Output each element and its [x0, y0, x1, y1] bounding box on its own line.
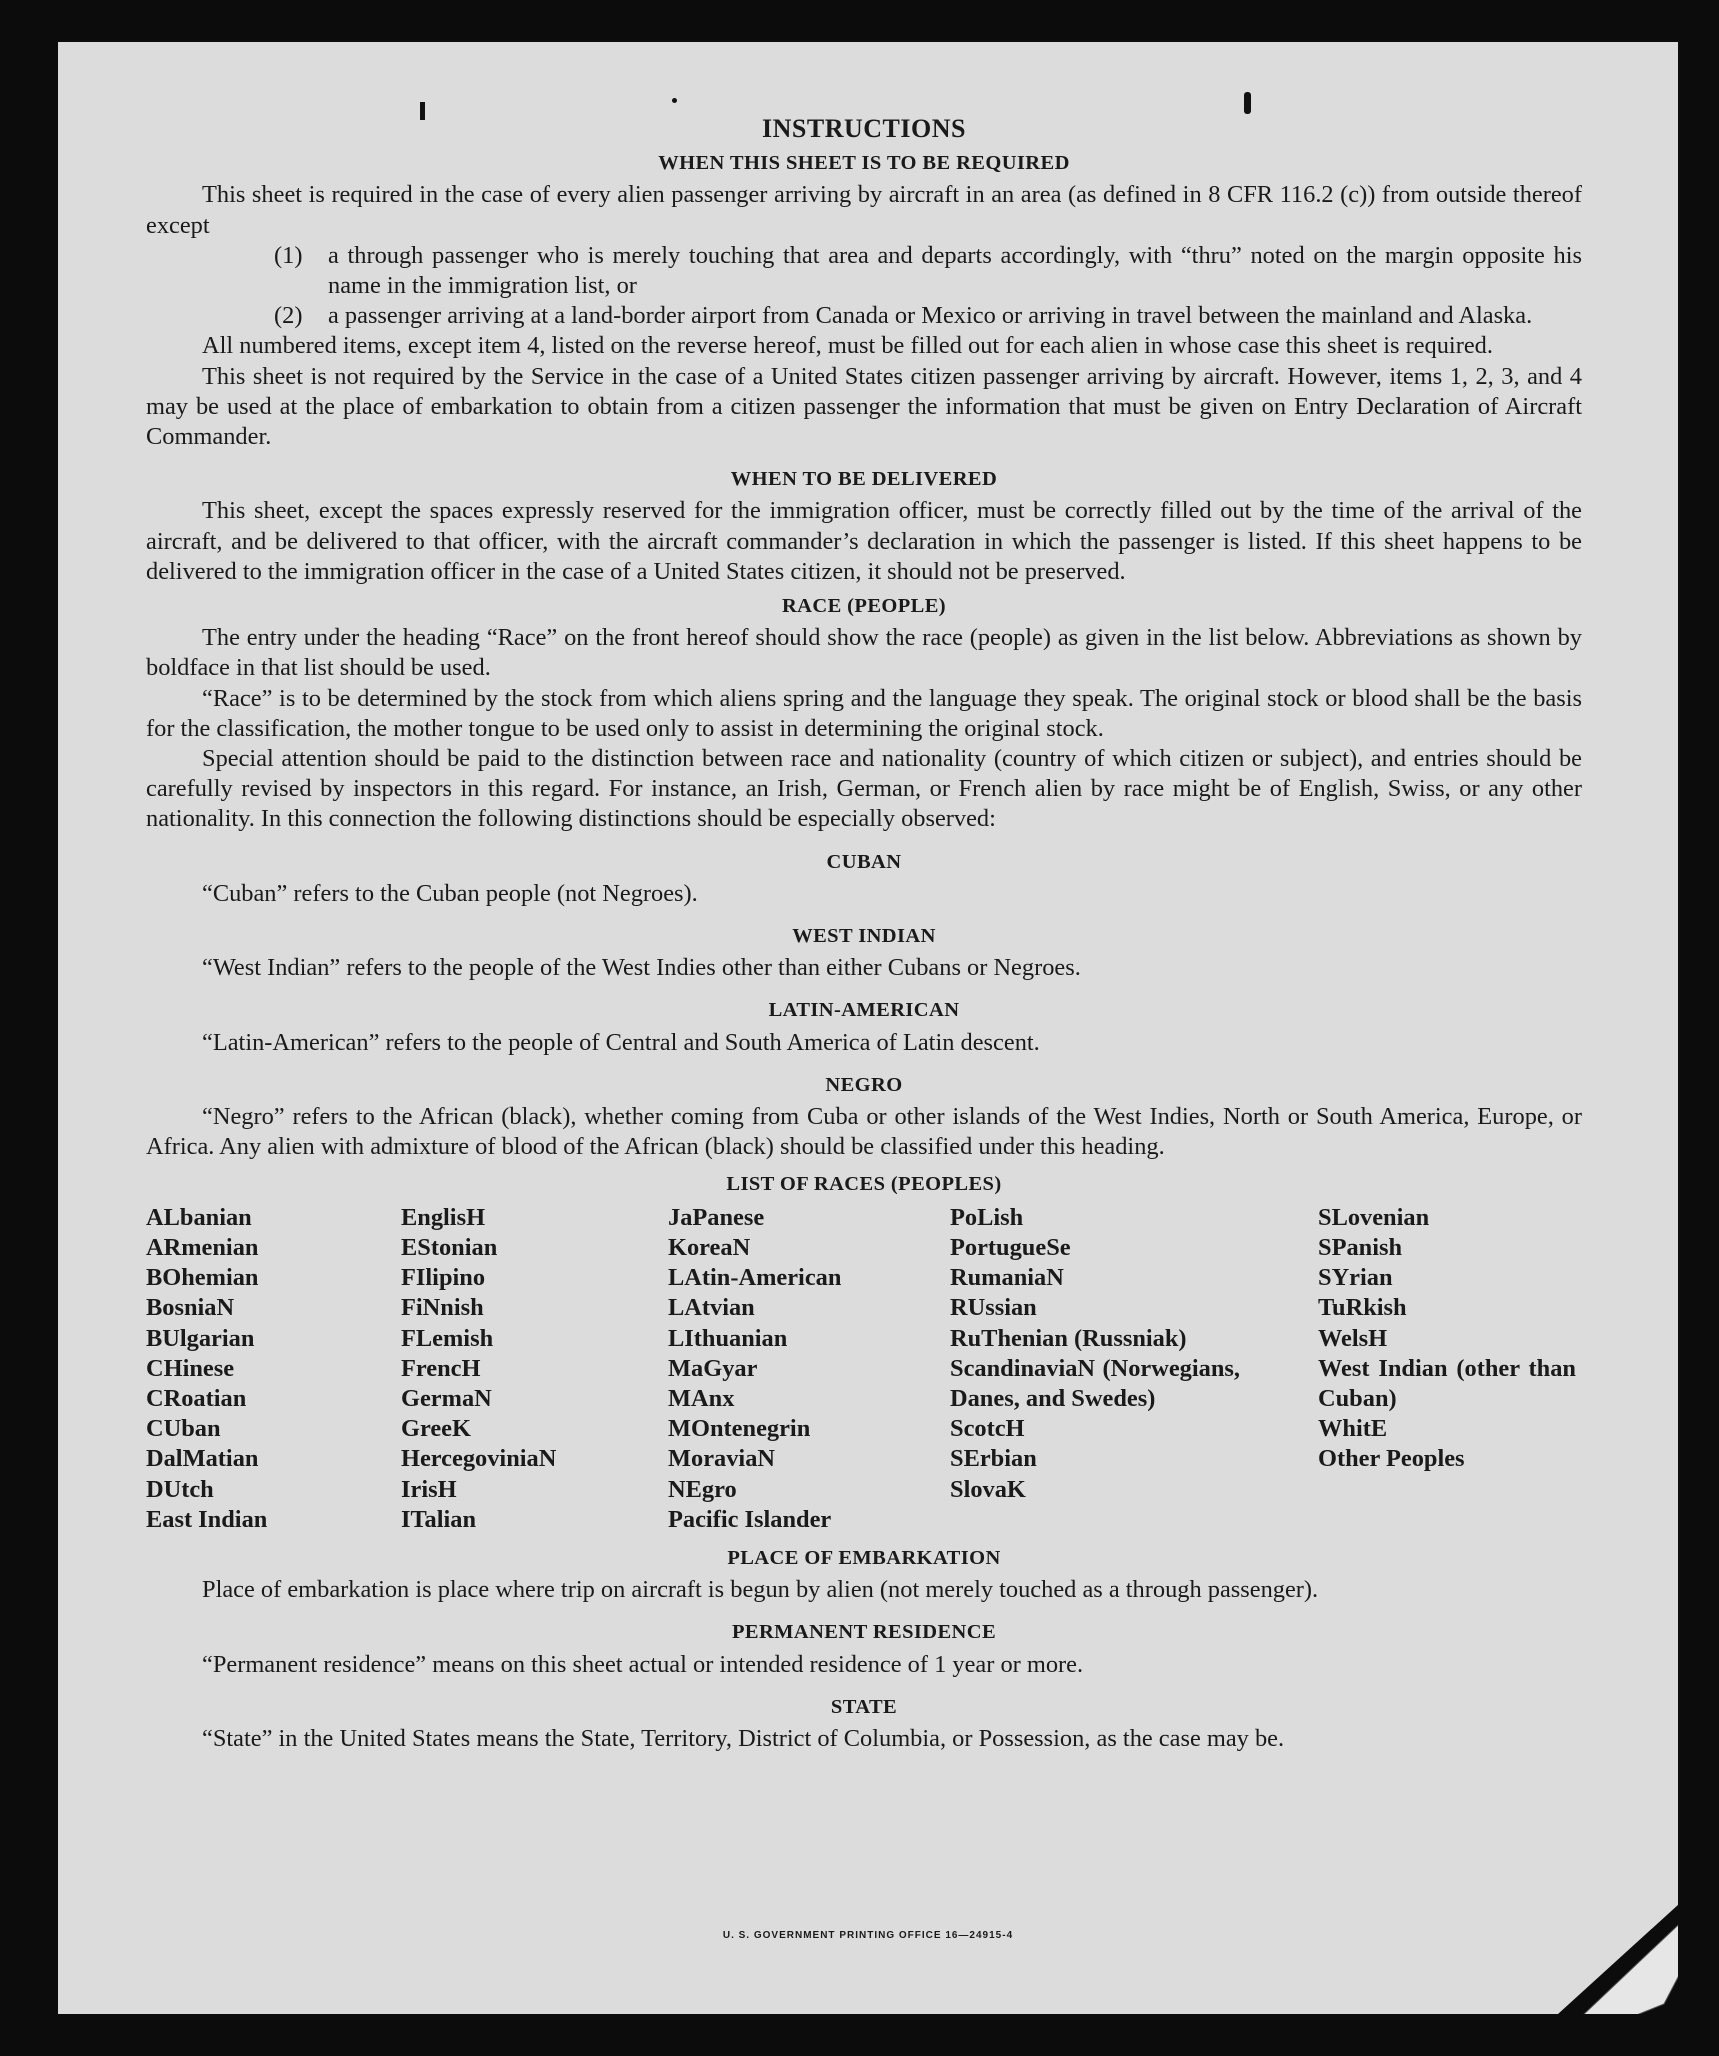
race-item: East Indian — [146, 1505, 268, 1533]
required-paragraph: This sheet is required in the case of every alien passenger arriving by aircraft in an area (as defined in 8 CFR 116.2 (c)) from outside thereof except — [146, 181, 1582, 239]
section-heading-delivered: WHEN TO BE DELIVERED — [730, 468, 998, 491]
section-heading-race: RACE (PEOPLE) — [781, 595, 947, 618]
race-item: DUtch — [146, 1475, 214, 1503]
race-item: ALbanian — [146, 1203, 252, 1231]
race-item: Pacific Islander — [668, 1505, 832, 1533]
race-item: CHinese — [146, 1354, 235, 1382]
race-item: FrencH — [401, 1354, 481, 1382]
race-item: BUlgarian — [146, 1324, 255, 1352]
instructions-body — [146, 114, 1582, 1754]
race-item: WelsH — [1318, 1324, 1388, 1352]
race-item: LAtin-American — [668, 1264, 842, 1292]
section-heading-embarkation: PLACE OF EMBARKATION — [727, 1546, 1001, 1569]
race-item: PoLish — [950, 1203, 1024, 1231]
race-item: TuRkish — [1318, 1294, 1407, 1322]
race-item: SlovaK — [950, 1475, 1026, 1503]
exception-item-1: (1) a through passenger who is merely touching that area and departs accordingly, with “thru” noted on the margin opposite his name in the immigration list, or — [274, 241, 1582, 300]
race-item: SErbian — [950, 1445, 1037, 1473]
race-item: RumaniaN — [950, 1264, 1064, 1292]
race-item: ARmenian — [146, 1233, 259, 1261]
exception-item-2: (2) a passenger arriving at a land-border airport from Canada or Mexico or arriving in travel between the mainland and Alaska. — [274, 302, 1533, 330]
race-item: CUban — [146, 1415, 221, 1443]
race-item: SLovenian — [1318, 1203, 1430, 1231]
section-heading-negro: NEGRO — [825, 1073, 903, 1096]
race-item: JaPanese — [668, 1203, 765, 1231]
race-item: FLemish — [401, 1324, 494, 1352]
race-item: SPanish — [1318, 1233, 1403, 1261]
punch-mark-dot — [672, 98, 677, 103]
race-item: BOhemian — [146, 1264, 259, 1292]
race-item: LAtvian — [668, 1294, 755, 1322]
race-item: FiNnish — [401, 1294, 484, 1322]
section-heading-residence: PERMANENT RESIDENCE — [731, 1621, 997, 1644]
race-paragraph-2: “Race” is to be determined by the stock from which aliens spring and the language they speak. The original stock or blood shall be the basis for the classification, the mother tongue to be used only to assist in determining the original stock. — [146, 684, 1582, 742]
race-column-4 — [950, 1203, 1318, 1535]
race-column-5 — [1318, 1203, 1582, 1535]
document-sheet — [58, 42, 1678, 2014]
west-indian-paragraph: “West Indian” refers to the people of the West Indies other than either Cubans or Negroes. — [202, 954, 1081, 982]
race-item: RuThenian (Russniak) — [950, 1324, 1187, 1352]
race-item: CRoatian — [146, 1384, 247, 1412]
section-heading-list-of-races: LIST OF RACES (PEOPLES) — [726, 1172, 1002, 1195]
negro-paragraph: “Negro” refers to the African (black), whether coming from Cuba or other islands of the West Indies, North or South America, Europe, or Africa. Any alien with admixture of blood of the African (black) should be classified under this heading. — [146, 1103, 1582, 1161]
race-item: RUssian — [950, 1294, 1037, 1322]
race-item: FIlipino — [401, 1264, 486, 1292]
race-list — [146, 1203, 1582, 1535]
race-item: IrisH — [401, 1475, 457, 1503]
race-item: GermaN — [401, 1384, 492, 1412]
citizen-paragraph: This sheet is not required by the Service in the case of a United States citizen passenger arriving by aircraft. However, items 1, 2, 3, and 4 may be used at the place of embarkation to obtain from a citizen passenger the information that must be given on Entry Declaration of Aircraft Commander. — [146, 362, 1582, 451]
race-item: BosniaN — [146, 1294, 235, 1322]
race-item: GreeK — [401, 1415, 471, 1443]
embarkation-paragraph: Place of embarkation is place where trip on aircraft is begun by alien (not merely touched as a through passenger). — [202, 1576, 1319, 1604]
section-heading-required: WHEN THIS SHEET IS TO BE REQUIRED — [658, 152, 1070, 175]
race-paragraph-1: The entry under the heading “Race” on the front hereof should show the race (people) as given in the list below. Abbreviations as shown by boldface in that list should be used. — [146, 624, 1582, 682]
race-item: ScotcH — [950, 1415, 1025, 1443]
race-item: MAnx — [668, 1384, 735, 1412]
race-item: Other Peoples — [1318, 1445, 1465, 1473]
race-item: PortugueSe — [950, 1233, 1071, 1261]
section-heading-west-indian: WEST INDIAN — [792, 925, 936, 948]
race-column-2 — [401, 1203, 668, 1535]
punch-mark-right — [1244, 92, 1251, 114]
race-item: MaGyar — [668, 1354, 758, 1382]
latin-american-paragraph: “Latin-American” refers to the people of Central and South America of Latin descent. — [202, 1028, 1040, 1056]
race-item: EStonian — [401, 1233, 498, 1261]
race-item: ITalian — [401, 1505, 477, 1533]
section-heading-state: STATE — [830, 1695, 898, 1718]
cuban-paragraph: “Cuban” refers to the Cuban people (not Negroes). — [202, 879, 698, 907]
race-item: KoreaN — [668, 1233, 751, 1261]
race-item: MoraviaN — [668, 1445, 776, 1473]
state-paragraph: “State” in the United States means the State, Territory, District of Columbia, or Possession, as the case may be. — [202, 1724, 1285, 1752]
race-item: WhitE — [1318, 1415, 1388, 1443]
race-column-1 — [146, 1203, 401, 1535]
residence-paragraph: “Permanent residence” means on this sheet actual or intended residence of 1 year or more. — [202, 1650, 1084, 1678]
race-item: HercegoviniaN — [401, 1445, 557, 1473]
race-item: NEgro — [668, 1475, 737, 1503]
race-column-3 — [668, 1203, 950, 1535]
race-paragraph-3: Special attention should be paid to the distinction between race and nationality (country of which citizen or subject), and entries should be carefully revised by inspectors in this regard. For instance, an Irish, German, or French alien by race might be of English, Swiss, or any other nationality. In this connection the following distinctions should be especially observed: — [146, 745, 1582, 833]
race-item: EnglisH — [401, 1203, 486, 1231]
race-item: West Indian (other than Cuban) — [1318, 1354, 1576, 1412]
section-heading-cuban: CUBAN — [826, 850, 902, 873]
section-heading-latin-american: LATIN-AMERICAN — [768, 999, 960, 1022]
race-item: LIthuanian — [668, 1324, 788, 1352]
race-item: ScandinaviaN (Norwegians, Danes, and Swedes) — [950, 1354, 1240, 1412]
race-item: MOntenegrin — [668, 1415, 811, 1443]
numbered-items-paragraph: All numbered items, except item 4, listed on the reverse hereof, must be filled out for each alien in whose case this sheet is required. — [202, 332, 1493, 360]
page-title: INSTRUCTIONS — [762, 114, 966, 143]
delivered-paragraph: This sheet, except the spaces expressly reserved for the immigration officer, must be correctly filled out by the time of the arrival of the aircraft, and be delivered to that officer, with the aircraft commander’s declaration in which the passenger is listed. If this sheet happens to be delivered to the immigration officer in the case of a United States citizen, it should not be preserved. — [146, 497, 1582, 585]
folded-corner — [1514, 1854, 1678, 2014]
printer-imprint: U. S. GOVERNMENT PRINTING OFFICE 16—24915-4 — [722, 1930, 1014, 1941]
race-item: DalMatian — [146, 1445, 259, 1473]
race-item: SYrian — [1318, 1264, 1393, 1292]
